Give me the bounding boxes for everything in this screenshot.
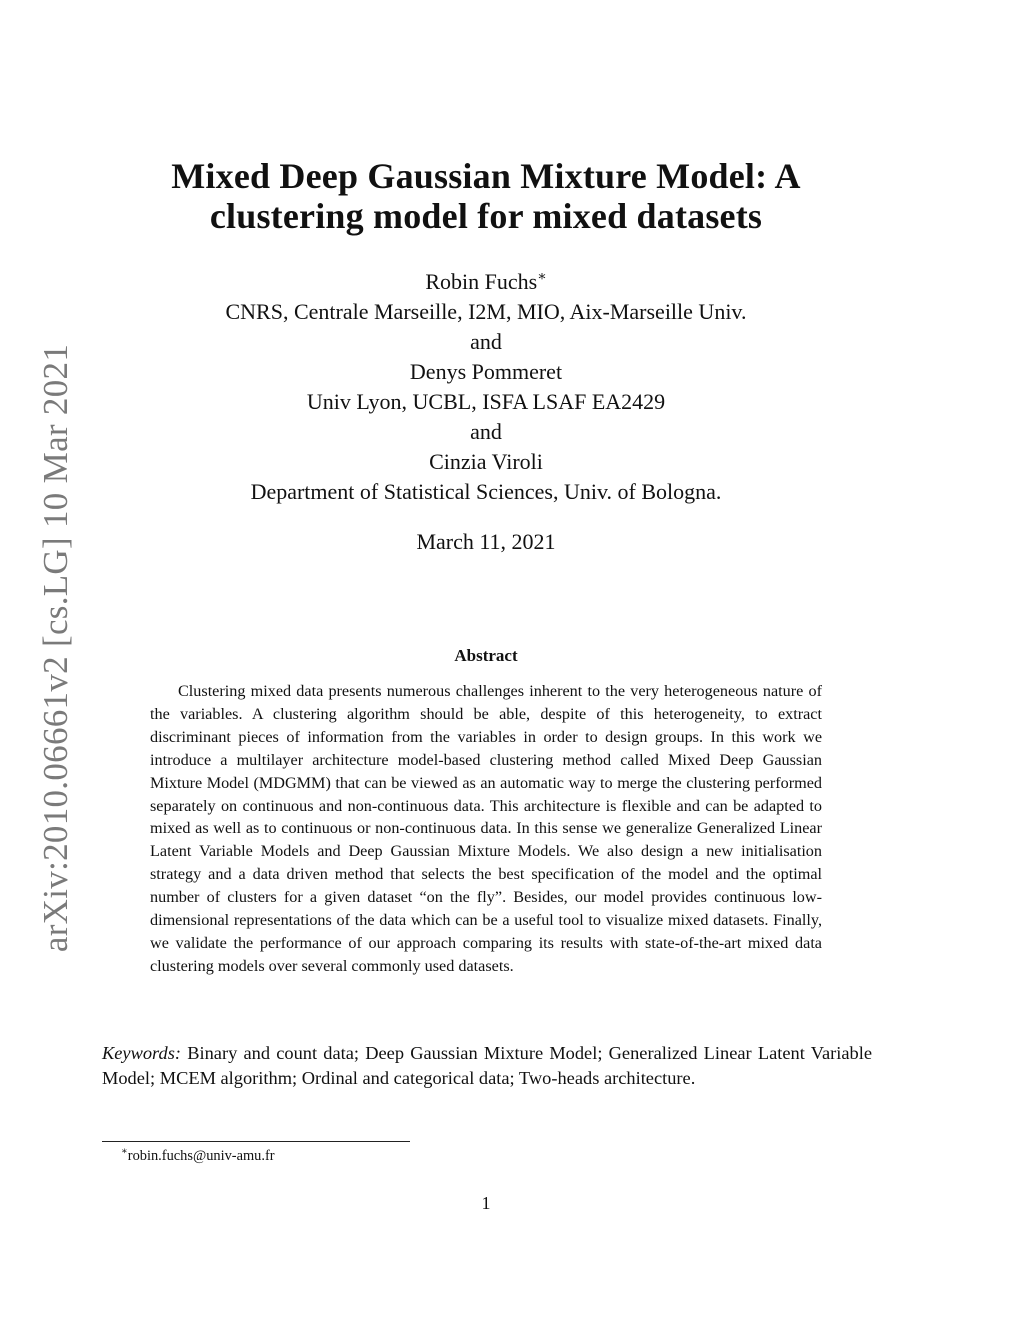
page-number: 1 — [481, 1193, 491, 1213]
author-1 — [100, 267, 872, 297]
title-line-2: clustering model for mixed datasets — [209, 196, 763, 236]
keywords-paragraph — [102, 1041, 872, 1090]
author-2-affiliation: Univ Lyon, UCBL, ISFA LSAF EA2429 — [306, 389, 666, 414]
author-conjunction-2: and — [470, 419, 502, 444]
footnote-marker: ∗ — [121, 1146, 128, 1158]
author-1-name: Robin Fuchs — [425, 269, 538, 294]
keywords-text: Binary and count data; Deep Gaussian Mixture Model; Generalized Linear Latent Variable Model; MCEM algorithm; Ordinal and categorical data; Two-heads architecture. — [102, 1043, 872, 1088]
author-3-affiliation: Department of Statistical Sciences, Univ. of Bologna. — [250, 479, 722, 504]
title-line-1: Mixed Deep Gaussian Mixture Model: A — [171, 156, 801, 196]
abstract-heading: Abstract — [454, 646, 518, 665]
footnote-email: robin.fuchs@univ-amu.fr — [127, 1148, 275, 1164]
footnote-divider — [102, 1141, 410, 1142]
author-1-affiliation: CNRS, Centrale Marseille, I2M, MIO, Aix-Marseille Univ. — [225, 299, 747, 324]
arxiv-identifier-stamp: arXiv:2010.06661v2 [cs.LG] 10 Mar 2021 — [36, 343, 75, 953]
abstract-text: Clustering mixed data presents numerous challenges inherent to the very heterogeneous nature of the variables. A clustering algorithm should be able, despite of this heterogeneity, to extract discriminant pieces of information from the variables in order to design groups. In this work we introduce a multilayer architecture model-based clustering method called Mixed Deep Gaussian Mixture Model (MDGMM) that can be viewed as an automatic way to merge the clustering performed separately on continuous and non-continuous data. This architecture is flexible and can be adapted to mixed as well as to continuous or non-continuous data. In this sense we generalize Generalized Linear Latent Variable Models and Deep Gaussian Mixture Models. We also design a new initialisation strategy and a data driven method that selects the best specification of the model and the optimal number of clusters for a given dataset “on the fly”. Besides, our model provides continuous low-dimensional representations of the data which can be a useful tool to visualize mixed datasets. Finally, we validate the performance of our approach comparing its results with state-of-the-art mixed data clustering models over several commonly used datasets. — [150, 682, 822, 975]
paper-title — [100, 156, 872, 236]
keywords-label: Keywords: — [102, 1043, 182, 1063]
author-1-footnote-marker: ∗ — [537, 269, 547, 285]
author-conjunction-1: and — [470, 329, 502, 354]
author-2-name: Denys Pommeret — [409, 359, 563, 384]
publication-date: March 11, 2021 — [416, 529, 556, 554]
author-block — [100, 267, 872, 507]
footnote — [121, 1147, 275, 1165]
author-3-name: Cinzia Viroli — [429, 449, 543, 474]
